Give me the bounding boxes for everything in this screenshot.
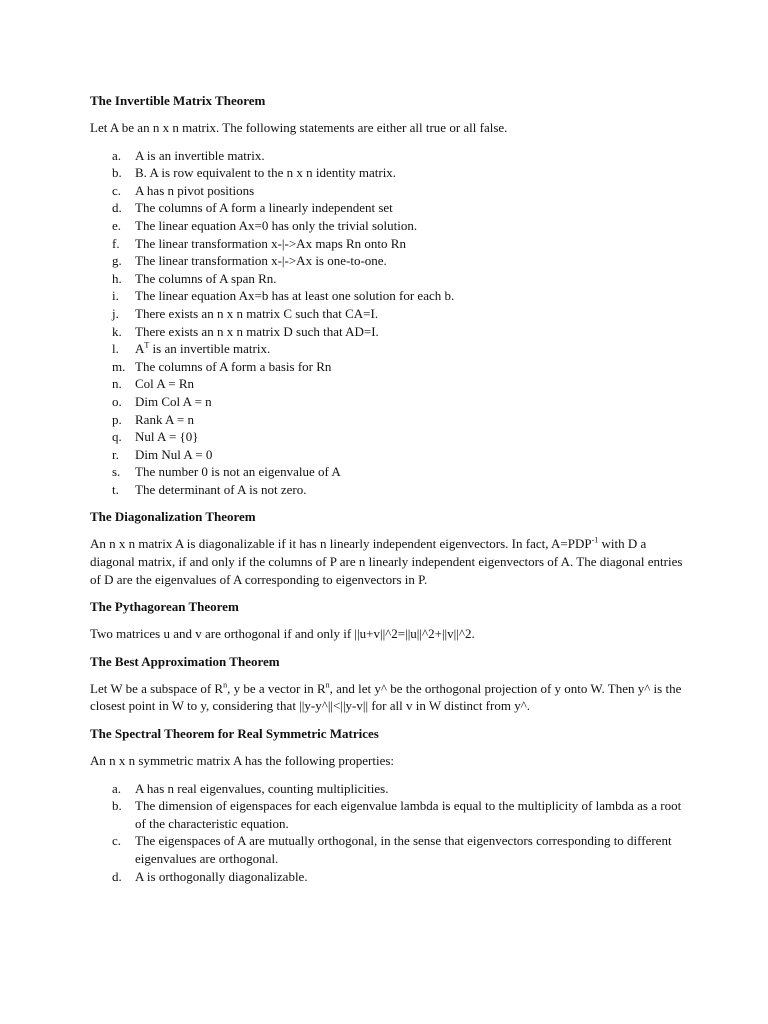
transpose-superscript: T <box>144 340 150 350</box>
list-item-text: B. A is row equivalent to the n x n identity matrix. <box>135 165 397 181</box>
best-approximation-paragraph <box>90 680 690 715</box>
list-item <box>90 832 690 867</box>
list-item <box>90 235 690 253</box>
list-marker: f. <box>112 235 120 251</box>
best-text-2: , y be a vector in R <box>227 680 326 696</box>
best-text-3: , and let y^ be the orthogonal projection of y onto W. Then y^ is the closest point in W to y, considering that ||y-y^||<||y-v|| for all v in W distinct from y^. <box>90 680 682 714</box>
list-marker: i. <box>112 288 119 304</box>
list-item <box>90 199 690 217</box>
list-item <box>90 393 690 411</box>
diag-text-1: An n x n matrix A is diagonalizable if it has n linearly independent eigenvectors. In fact, A=PDP <box>90 536 592 552</box>
list-marker: c. <box>112 182 122 198</box>
list-marker: k. <box>112 323 122 339</box>
list-item <box>90 358 690 376</box>
list-item <box>90 375 690 393</box>
list-item-text: The columns of A form a linearly independent set <box>135 200 393 216</box>
list-marker: c. <box>112 833 122 849</box>
section-title-pythagorean: The Pythagorean Theorem <box>90 599 239 615</box>
section-title-invertible-matrix: The Invertible Matrix Theorem <box>90 93 266 108</box>
transpose-rest: is an invertible matrix. <box>149 341 271 357</box>
list-item <box>90 446 690 464</box>
list-item-text: The columns of A span Rn. <box>135 270 277 286</box>
rn-superscript: n <box>325 680 330 690</box>
section-title-best-approximation: The Best Approximation Theorem <box>90 653 280 669</box>
diagonalization-paragraph <box>90 535 690 588</box>
list-item-text: Dim Nul A = 0 <box>135 446 213 462</box>
list-marker: a. <box>112 147 122 163</box>
list-marker: n. <box>112 376 122 392</box>
list-item-text: The linear transformation x-|->Ax is one-to-one. <box>135 253 387 269</box>
list-item-text: The columns of A form a basis for Rn <box>135 358 332 374</box>
imt-list <box>90 147 690 499</box>
list-marker: s. <box>112 464 121 480</box>
list-item-text <box>135 340 690 358</box>
list-item-text: There exists an n x n matrix D such that AD=I. <box>135 323 379 339</box>
list-item-text: A is orthogonally diagonalizable. <box>135 868 308 884</box>
list-item <box>90 411 690 429</box>
list-item-text: The linear equation Ax=0 has only the trivial solution. <box>135 217 418 233</box>
section-title-spectral: The Spectral Theorem for Real Symmetric Matrices <box>90 726 379 742</box>
list-item-text: Dim Col A = n <box>135 393 212 409</box>
list-marker: e. <box>112 217 122 233</box>
pythagorean-paragraph: Two matrices u and v are orthogonal if and only if ||u+v||^2=||u||^2+||v||^2. <box>90 626 475 642</box>
list-marker: b. <box>112 165 122 181</box>
list-item-text: The linear transformation x-|->Ax maps Rn onto Rn <box>135 235 406 251</box>
list-item-text: There exists an n x n matrix C such that CA=I. <box>135 305 379 321</box>
list-item <box>90 305 690 323</box>
list-marker: j. <box>112 305 119 321</box>
list-marker: m. <box>112 358 126 374</box>
spectral-intro: An n x n symmetric matrix A has the following properties: <box>90 753 395 769</box>
list-marker: a. <box>112 780 122 796</box>
section-title-diagonalization: The Diagonalization Theorem <box>90 509 256 525</box>
list-item <box>90 252 690 270</box>
list-item-text: The determinant of A is not zero. <box>135 481 307 497</box>
list-item-text: A has n real eigenvalues, counting multiplicities. <box>135 780 389 796</box>
list-item <box>90 217 690 235</box>
list-marker: o. <box>112 393 122 409</box>
list-item-text: The eigenspaces of A are mutually orthogonal, in the sense that eigenvectors corresponding to different eigenvalues are orthogonal. <box>135 833 672 866</box>
list-marker: r. <box>112 446 119 462</box>
list-marker: d. <box>112 200 122 216</box>
list-item-text: The number 0 is not an eigenvalue of A <box>135 464 341 480</box>
list-item-text: The dimension of eigenspaces for each eigenvalue lambda is equal to the multiplicity of lambda as a root of the characteristic equation. <box>135 798 682 831</box>
diag-text-2: with D a diagonal matrix, if and only if the columns of P are n linearly independent eigenvectors of A. The diagonal entries of D are the eigenvalues of A corresponding to eigenvectors in P. <box>90 536 683 587</box>
best-text-1: Let W be a subspace of R <box>90 680 224 696</box>
list-item-text: Rank A = n <box>135 411 194 427</box>
list-item <box>90 182 690 200</box>
list-item-text: A has n pivot positions <box>135 182 255 198</box>
inverse-superscript: -1 <box>591 536 599 546</box>
list-item <box>90 428 690 446</box>
list-item <box>90 323 690 341</box>
list-item <box>90 270 690 288</box>
list-item <box>90 780 690 798</box>
rn-superscript: n <box>223 680 228 690</box>
list-marker: h. <box>112 270 122 286</box>
list-item-text: Nul A = {0} <box>135 429 199 445</box>
list-item <box>90 147 690 165</box>
spectral-list <box>90 780 690 886</box>
list-marker: b. <box>112 798 122 814</box>
list-item <box>90 287 690 305</box>
list-item-text: Col A = Rn <box>135 376 194 392</box>
list-marker: d. <box>112 868 122 884</box>
list-item <box>90 340 690 358</box>
list-item <box>90 463 690 481</box>
list-item-text: The linear equation Ax=b has at least one solution for each b. <box>135 288 455 304</box>
document-content <box>90 92 690 895</box>
section-intro: Let A be an n x n matrix. The following statements are either all true or all false. <box>90 120 508 135</box>
list-marker: q. <box>112 429 122 445</box>
list-marker: g. <box>112 253 122 269</box>
list-item <box>90 868 690 886</box>
list-marker: p. <box>112 411 122 427</box>
list-marker: t. <box>112 481 119 497</box>
list-marker: l. <box>112 341 119 357</box>
list-item <box>90 481 690 499</box>
list-item <box>90 164 690 182</box>
list-item-text: A is an invertible matrix. <box>135 147 265 163</box>
list-item <box>90 797 690 832</box>
transpose-base: A <box>135 341 145 357</box>
